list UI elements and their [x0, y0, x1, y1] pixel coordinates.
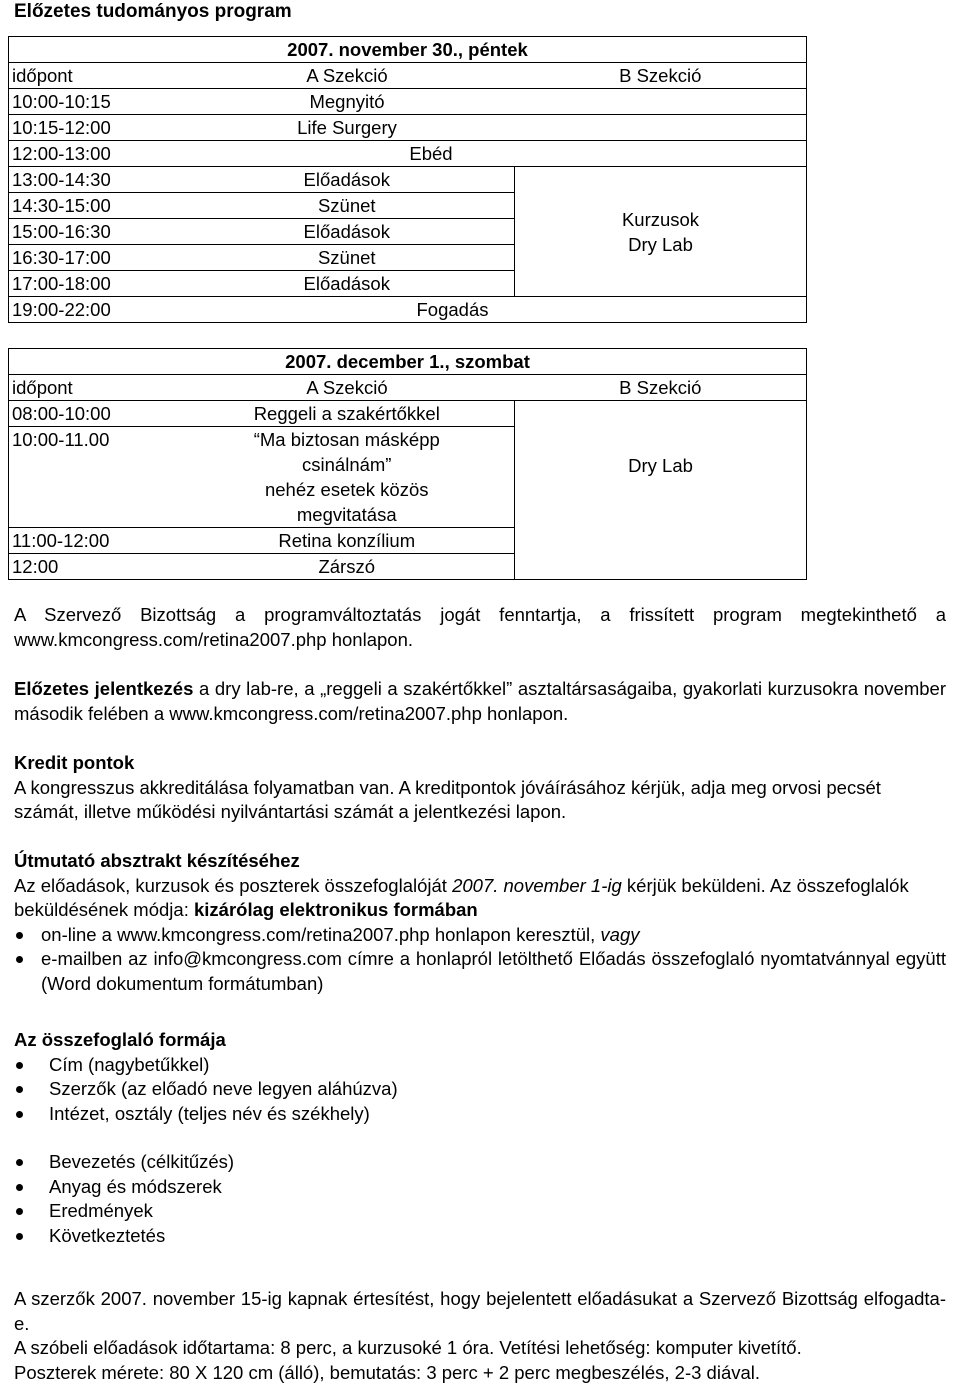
list-item: Következtetés: [14, 1224, 946, 1249]
col-header-a: A Szekció: [180, 63, 515, 89]
guide-text: Az előadások, kurzusok és poszterek összefoglalóját 2007. november 1-ig kérjük beküldeni. Az összefoglalók beküldésének módja: kizárólag elektronikus formában: [14, 874, 909, 920]
form-list-2: [14, 1150, 946, 1248]
list-item: Szerzők (az előadó neve legyen aláhúzva): [14, 1077, 946, 1102]
session-a-cell: Megnyitó: [180, 89, 515, 115]
credit-section: [14, 751, 946, 825]
time-cell: 12:00-13:00: [9, 141, 180, 167]
program-change-note: A Szervező Bizottság a programváltoztatás jogát fenntartja, a frissített program megtekinthető a www.kmcongress.com/retina2007.php honlapon.: [14, 604, 946, 650]
abstract-guide-section: [14, 849, 946, 996]
day1-date-header: 2007. november 30., péntek: [9, 37, 807, 63]
time-cell: 10:00-11.00: [9, 427, 180, 528]
col-header-b: B Szekció: [515, 375, 807, 401]
list-item: Anyag és módszerek: [14, 1175, 946, 1200]
session-a-cell: Előadások: [180, 271, 515, 297]
guide-title: Útmutató absztrakt készítéséhez: [14, 850, 300, 871]
schedule-table-day2: [8, 348, 807, 580]
time-cell: 10:15-12:00: [9, 115, 180, 141]
form-list-1: [14, 1053, 946, 1127]
session-a-cell: Retina konzílium: [180, 528, 515, 554]
list-item: Eredmények: [14, 1199, 946, 1224]
registration-note: Előzetes jelentkezés a dry lab-re, a „reggeli a szakértőkkel” asztaltársaságaiba, gyakorlati kurzusokra november második felében a www.kmcongress.com/retina2007.php honlapon.: [14, 678, 946, 724]
presentation-duration-note: A szóbeli előadások időtartama: 8 perc, a kurzusoké 1 óra. Vetítési lehetőség: komputer kivetítő.: [14, 1337, 802, 1358]
session-a-cell: Zárszó: [180, 554, 515, 580]
list-item: Bevezetés (célkitűzés): [14, 1150, 946, 1175]
session-b-merged-cell: Kurzusok Dry Lab: [515, 167, 807, 297]
credit-text: A kongresszus akkreditálása folyamatban van. A kreditpontok jóváírásához kérjük, adja meg orvosi pecsét számát, illetve működési nyilvántartási számát a jelentkezési lapon.: [14, 776, 881, 822]
lunch-cell: Ebéd: [180, 141, 807, 167]
time-cell: 08:00-10:00: [9, 401, 180, 427]
notification-note: A szerzők 2007. november 15-ig kapnak értesítést, hogy bejelentett előadásukat a Szervező Bizottság elfogadta-e.: [14, 1288, 946, 1334]
time-cell: 13:00-14:30: [9, 167, 180, 193]
list-item: Cím (nagybetűkkel): [14, 1053, 946, 1078]
submission-methods-list: [14, 923, 946, 997]
session-a-cell: Előadások: [180, 219, 515, 245]
time-cell: 16:30-17:00: [9, 245, 180, 271]
session-a-cell: “Ma biztosan másképp csinálnám” nehéz esetek közös megvitatása: [180, 427, 515, 528]
list-item: Intézet, osztály (teljes név és székhely): [14, 1102, 946, 1127]
poster-size-note: Poszterek mérete: 80 X 120 cm (álló), bemutatás: 3 perc + 2 perc megbeszélés, 2-3 diával.: [14, 1361, 761, 1383]
time-cell: 11:00-12:00: [9, 528, 180, 554]
credit-title: Kredit pontok: [14, 752, 135, 773]
page-title: Előzetes tudományos program: [14, 1, 292, 22]
time-cell: 19:00-22:00: [9, 297, 180, 323]
col-header-a: A Szekció: [180, 375, 515, 401]
time-cell: 14:30-15:00: [9, 193, 180, 219]
list-item: e-mailben az info@kmcongress.com címre a honlapról letölthető Előadás összefoglaló nyomtatvánnyal együtt (Word dokumentum formátumban): [14, 947, 946, 996]
time-cell: 17:00-18:00: [9, 271, 180, 297]
schedule-table-day1: [8, 36, 807, 323]
col-header-time: időpont: [9, 63, 180, 89]
session-a-cell: Szünet: [180, 245, 515, 271]
col-header-time: időpont: [9, 375, 180, 401]
final-notes: [14, 1287, 946, 1385]
reception-cell: Fogadás: [180, 297, 807, 323]
day2-date-header: 2007. december 1., szombat: [9, 349, 807, 375]
time-cell: 15:00-16:30: [9, 219, 180, 245]
time-cell: 12:00: [9, 554, 180, 580]
time-cell: 10:00-10:15: [9, 89, 180, 115]
list-item: on-line a www.kmcongress.com/retina2007.php honlapon keresztül, vagy: [14, 923, 946, 948]
session-a-cell: Szünet: [180, 193, 515, 219]
form-title: Az összefoglaló formája: [14, 1029, 226, 1050]
session-a-cell: Reggeli a szakértőkkel: [180, 401, 515, 427]
session-a-cell: Life Surgery: [180, 115, 515, 141]
session-a-cell: Előadások: [180, 167, 515, 193]
session-b-merged-cell: Dry Lab: [515, 401, 807, 580]
col-header-b: B Szekció: [515, 63, 807, 89]
abstract-form-section: [14, 1028, 946, 1248]
